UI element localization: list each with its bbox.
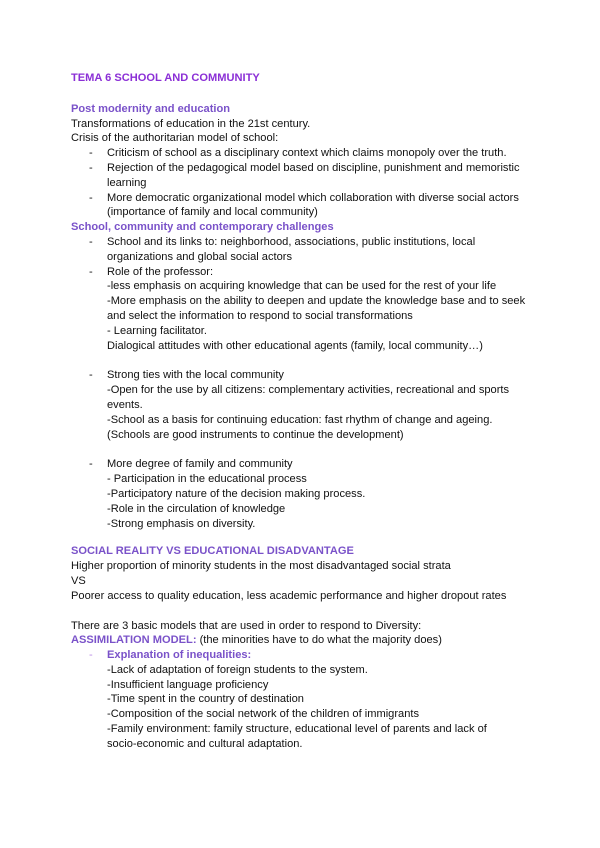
list-item-text: -less emphasis on acquiring knowledge that can be used for the rest of your life	[107, 280, 497, 293]
family-community-list	[71, 457, 541, 531]
document-title: TEMA 6 SCHOOL AND COMMUNITY	[71, 72, 260, 84]
section-heading-post-modernity: Post modernity and education	[71, 102, 231, 115]
assimilation-model-line	[71, 633, 541, 648]
list-item-text: -Strong emphasis on diversity.	[107, 517, 256, 530]
list-item-text: socio-economic and cultural adaptation.	[107, 737, 303, 750]
list-item-text: Dialogical attitudes with other educational agents (family, local community…)	[107, 339, 483, 352]
explanation-inequalities-heading: - Explanation of inequalities:	[107, 649, 252, 662]
list-item-text: -Open for the use by all citizens: complementary activities, recreational and sports	[107, 384, 510, 397]
list-item-text: -Role in the circulation of knowledge	[107, 502, 286, 515]
list-item-text: organizations and global social actors	[107, 250, 293, 263]
paragraph-line: Transformations of education in the 21st century.	[71, 117, 311, 130]
list-item	[71, 146, 541, 161]
list-item-text: - Participation in the educational process	[107, 473, 307, 486]
list-item-text: - Role of the professor:	[107, 265, 214, 278]
list-item-text: - Rejection of the pedagogical model based on discipline, punishment and memoristic	[107, 161, 520, 174]
list-item	[71, 191, 541, 221]
document-body	[71, 71, 541, 752]
spacer	[71, 442, 541, 457]
list-item-text: - More degree of family and community	[107, 458, 293, 471]
list-item-text: learning	[107, 176, 147, 189]
list-item-text: -Participatory nature of the decision making process.	[107, 487, 366, 500]
list-item-text: -Time spent in the country of destination	[107, 693, 304, 706]
list-item-text: -Composition of the social network of the children of immigrants	[107, 708, 419, 721]
list-item	[71, 235, 541, 265]
paragraph-line: Higher proportion of minority students in the most disadvantaged social strata	[71, 560, 451, 573]
spacer	[71, 353, 541, 368]
paragraph-line: There are 3 basic models that are used in order to respond to Diversity:	[71, 619, 422, 632]
spacer	[71, 604, 541, 619]
list-item	[71, 457, 541, 531]
list-item	[71, 161, 541, 191]
assimilation-model-text: (the minorities have to do what the majority does)	[196, 634, 442, 647]
list-item-text: - More democratic organizational model which collaboration with diverse social actors	[107, 191, 519, 204]
list-item	[71, 265, 541, 354]
list-item-text: -More emphasis on the ability to deepen and update the knowledge base and to seek	[107, 295, 526, 308]
inequalities-list	[71, 648, 541, 752]
section-heading-social-reality: SOCIAL REALITY VS EDUCATIONAL DISADVANTAGE	[71, 545, 354, 558]
spacer	[71, 531, 541, 544]
paragraph-line: Poorer access to quality education, less academic performance and higher dropout rates	[71, 589, 507, 602]
list-item-text: -Insufficient language proficiency	[107, 678, 269, 691]
list-item-text: - Learning facilitator.	[107, 324, 207, 337]
community-ties-list	[71, 368, 541, 442]
list-item-text: -Family environment: family structure, educational level of parents and lack of	[107, 723, 487, 736]
list-item-text: - Criticism of school as a disciplinary context which claims monopoly over the truth.	[107, 147, 507, 160]
section-heading-school-community: School, community and contemporary challenges	[71, 221, 334, 234]
list-item	[71, 648, 541, 752]
challenges-bullet-list	[71, 235, 541, 353]
assimilation-model-label: ASSIMILATION MODEL:	[71, 634, 197, 647]
list-item-text: - School and its links to: neighborhood, associations, public institutions, local	[107, 235, 476, 248]
paragraph-line: Crisis of the authoritarian model of school:	[71, 132, 279, 145]
list-item	[71, 368, 541, 442]
list-item-text: - Strong ties with the local community	[107, 369, 284, 382]
list-item-text: events.	[107, 398, 143, 411]
list-item-text: -Lack of adaptation of foreign students to the system.	[107, 663, 368, 676]
list-item-text: and select the information to respond to social transformations	[107, 309, 413, 322]
list-item-text: (Schools are good instruments to continue the development)	[107, 428, 404, 441]
crisis-bullet-list	[71, 146, 541, 220]
paragraph-line: VS	[71, 574, 86, 587]
list-item-text: (importance of family and local community)	[107, 206, 318, 219]
list-item-text: -School as a basis for continuing education: fast rhythm of change and ageing.	[107, 413, 493, 426]
